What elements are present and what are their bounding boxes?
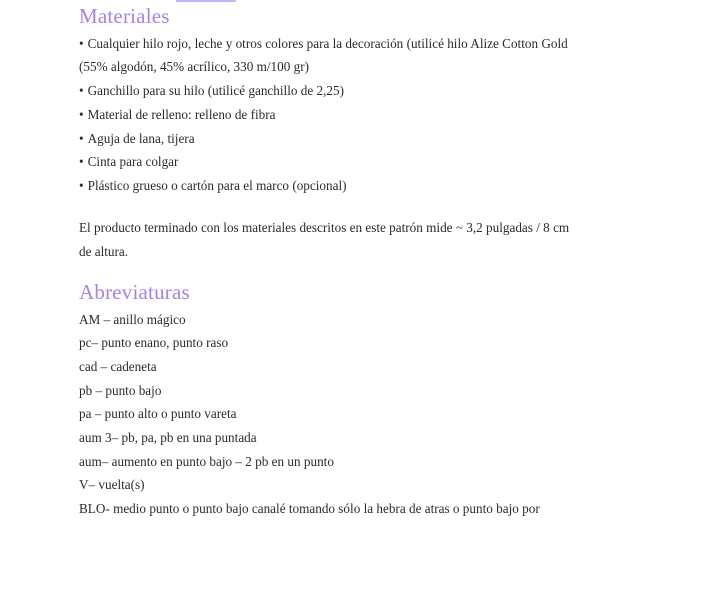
- materials-item: • Cualquier hilo rojo, leche y otros colores para la decoración (utilicé hilo Alize Cotton Gold: [79, 36, 568, 52]
- materials-item-continuation: (55% algodón, 45% acrílico, 330 m/100 gr): [79, 59, 309, 74]
- abbreviation-item: aum– aumento en punto bajo – 2 pb en un punto: [79, 454, 334, 469]
- abbreviation-item: aum 3– pb, pa, pb en una puntada: [79, 430, 257, 445]
- abbreviation-item: pb – punto bajo: [79, 383, 162, 398]
- materials-heading: Materiales: [79, 4, 170, 28]
- materials-item: • Aguja de lana, tijera: [79, 131, 195, 147]
- abbreviation-item: V– vuelta(s): [79, 477, 145, 492]
- materials-item: • Ganchillo para su hilo (utilicé ganchillo de 2,25): [79, 83, 344, 99]
- materials-item: • Cinta para colgar: [79, 154, 178, 170]
- abbreviation-item: cad – cadeneta: [79, 359, 157, 374]
- materials-item: • Plástico grueso o cartón para el marco (opcional): [79, 178, 347, 194]
- abbreviation-item: pa – punto alto o punto vareta: [79, 406, 237, 421]
- size-note-line-2: de altura.: [79, 244, 129, 259]
- top-accent-bar: [176, 0, 236, 2]
- abbreviation-item: BLO- medio punto o punto bajo canalé tomando sólo la hebra de atras o punto bajo por: [79, 501, 540, 516]
- abbreviation-item: AM – anillo mágico: [79, 312, 186, 327]
- materials-item: • Material de relleno: relleno de fibra: [79, 107, 275, 123]
- abbreviations-heading: Abreviaturas: [79, 280, 190, 304]
- size-note-line-1: El producto terminado con los materiales descritos en este patrón mide ~ 3,2 pulgadas / 8 cm: [79, 220, 570, 235]
- abbreviation-item: pc– punto enano, punto raso: [79, 335, 229, 350]
